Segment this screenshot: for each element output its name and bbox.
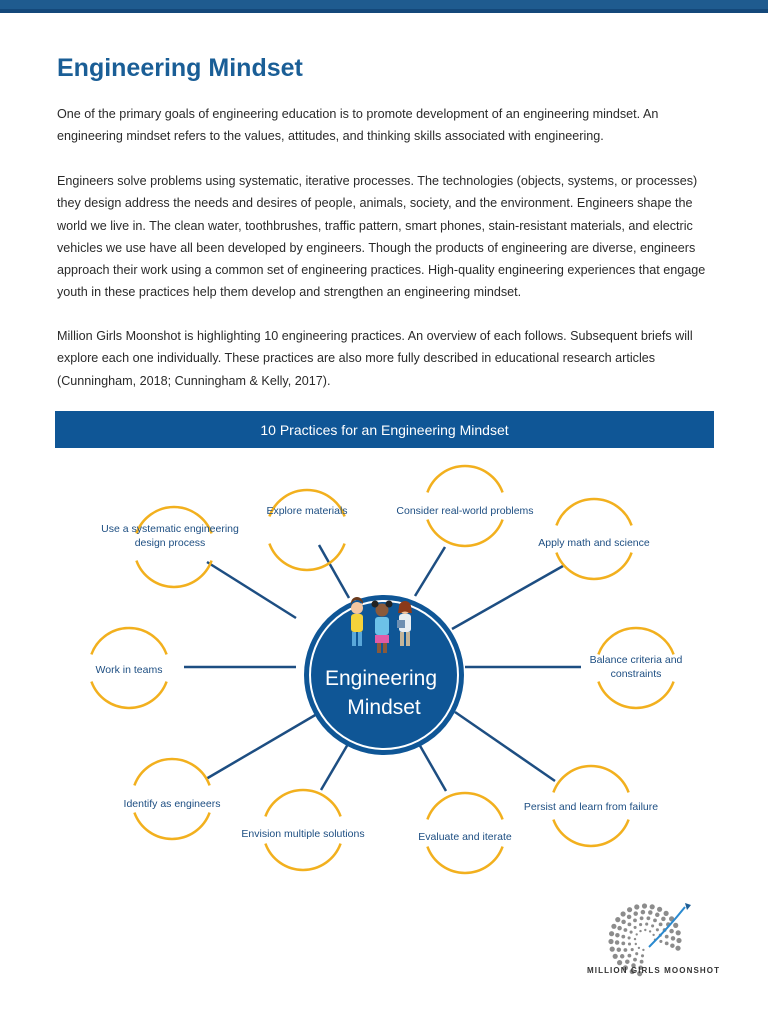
logo-dot — [651, 924, 654, 927]
practice-label — [101, 523, 239, 549]
logo-dot — [628, 936, 631, 939]
logo-dot — [641, 910, 646, 915]
engineers-paragraph: Engineers solve problems using systematic, iterative processes. The technologies (objects, systems, or processes) they design address the needs and desires of people, animals, society, and the environment. Engineers shape the world we live in. The clean water, toothbrushes, traffic pattern, smart phones, stain-resistant materials, and electric vehicles we use have all been developed by engineers. Though the products of engineering are diverse, engineers approach their work using a common set of engineering practices. High-quality engineering experiences that engage youth in these practices help them develop and strengthen an engineering mindset. — [57, 174, 706, 300]
logo-dot — [642, 903, 647, 908]
logo-dot — [630, 931, 633, 934]
center-hub — [304, 595, 464, 755]
practice-label-line: Use a systematic engineering — [101, 523, 239, 535]
logo-dot — [661, 917, 666, 922]
logo-dot — [636, 933, 638, 935]
ring-arc-top — [427, 466, 502, 492]
ring-arc-top — [265, 790, 340, 816]
practice-label — [590, 654, 683, 680]
logo-dot — [615, 940, 620, 945]
practices-banner: 10 Practices for an Engineering Mindset — [55, 411, 714, 448]
page-title: Engineering Mindset — [57, 54, 303, 82]
logo-dot — [634, 904, 639, 909]
connector-line — [452, 566, 563, 629]
logo-dot — [642, 949, 644, 951]
logo-dot — [627, 907, 632, 912]
logo-dot — [624, 928, 628, 932]
logo-dot — [633, 911, 638, 916]
practice-label — [396, 505, 533, 517]
connector-line — [319, 545, 349, 598]
logo-dot — [628, 942, 631, 945]
practice-label — [418, 831, 512, 843]
logo-dot — [621, 942, 625, 946]
practice-label-line: Apply math and science — [538, 537, 650, 549]
logo-dot — [645, 923, 648, 926]
logo-dot — [659, 940, 662, 943]
connector-line — [455, 712, 555, 781]
top-accent-stripe — [0, 9, 768, 13]
practice-label-line: Work in teams — [95, 664, 163, 676]
practice-label — [538, 537, 650, 549]
logo-dot — [621, 935, 625, 939]
logo-dot — [664, 911, 669, 916]
logo-dot — [617, 926, 622, 931]
logo-dot — [625, 959, 630, 964]
connector-line — [206, 714, 317, 779]
logo-dot — [611, 924, 616, 929]
practice-label-line: Identify as engineers — [123, 798, 221, 810]
logo-dot — [671, 936, 676, 941]
ring-arc-top — [427, 793, 502, 819]
ring-arc-bottom — [427, 847, 502, 873]
connector-line — [419, 744, 446, 791]
moonshot-paragraph: Million Girls Moonshot is highlighting 10 engineering practices. An overview of each follows. Subsequent briefs will explore each one individually. These practices are also more fully described in educational research articles (Cunningham, 2018; Cunningham & Kelly, 2017). — [57, 329, 693, 388]
intro-paragraph: One of the primary goals of engineering education is to promote development of an engineering mindset. An engineering mindset refers to the values, attitudes, and thinking skills associated with engineering. — [57, 107, 659, 144]
logo-dot — [631, 948, 634, 951]
ring-arc-bottom — [134, 813, 209, 839]
ring-arc-bottom — [91, 682, 166, 708]
logo-dot — [617, 947, 622, 952]
connector-line — [415, 547, 445, 596]
ring-arc-top — [598, 628, 673, 654]
practice-label-line: Persist and learn from failure — [523, 801, 659, 813]
logo-dot — [648, 910, 653, 915]
logo-dot — [615, 917, 620, 922]
logo-dot — [624, 948, 628, 952]
logo-dot — [638, 947, 640, 949]
practice-label — [266, 505, 347, 517]
logo-dot — [640, 960, 644, 964]
top-accent-bar — [0, 0, 768, 13]
ring-arc-bottom — [556, 553, 631, 579]
logo-dot — [639, 923, 642, 926]
logo-dot — [644, 929, 646, 931]
logo-dot — [655, 913, 660, 918]
ring-arc-bottom — [553, 820, 628, 846]
logo-dot — [650, 904, 655, 909]
connector-line — [207, 562, 296, 618]
logo-dot — [633, 919, 637, 923]
practice-label — [124, 798, 221, 810]
practice-label — [96, 664, 163, 676]
logo-dot — [665, 935, 669, 939]
practice-label-line: design process — [134, 537, 206, 549]
logo-dot — [634, 926, 637, 929]
logo-dot — [609, 931, 614, 936]
logo-dot — [621, 911, 626, 916]
logo-dot — [676, 930, 681, 935]
logo-dot — [673, 923, 678, 928]
logo-dot — [676, 938, 681, 943]
logo-dot — [675, 946, 680, 951]
practice-label — [241, 828, 364, 840]
logo-dot — [657, 907, 662, 912]
logo-dot — [617, 960, 622, 965]
logo-dot — [669, 929, 674, 934]
logo-dot — [653, 919, 657, 923]
logo-wordmark: MILLION GIRLS MOONSHOT — [587, 966, 721, 975]
logo-dot — [615, 933, 620, 938]
practice-label-line: Envision multiple solutions — [241, 828, 365, 840]
ring-arc-bottom — [427, 520, 502, 546]
logo-dot — [610, 947, 615, 952]
ring-arc-bottom — [136, 561, 211, 587]
logo-dot — [633, 958, 637, 962]
logo-dot — [635, 943, 637, 945]
logo-dot — [635, 952, 638, 955]
ring-arc-top — [553, 766, 628, 792]
logo-dot — [608, 939, 613, 944]
logo-dot — [647, 916, 651, 920]
ring-arc-bottom — [598, 682, 673, 708]
logo-dot — [634, 938, 636, 940]
practice-label-line: Evaluate and iterate — [418, 831, 512, 843]
center-title-line1: Engineering — [324, 667, 438, 690]
logo-dot — [628, 954, 632, 958]
logo-dot — [656, 928, 659, 931]
logo-dot — [620, 954, 625, 959]
ring-arc-top — [134, 759, 209, 785]
center-title-line2: Mindset — [347, 696, 421, 719]
practice-label-line: Explore materials — [266, 505, 348, 517]
ring-arc-top — [91, 628, 166, 654]
logo-dot — [665, 942, 669, 946]
practice-label — [524, 801, 658, 813]
logo-dot — [640, 916, 644, 920]
logo-dot — [613, 954, 618, 959]
logo-dot — [639, 930, 641, 932]
logo-dot — [652, 934, 654, 936]
practice-label-line: constraints — [610, 668, 662, 680]
connector-line — [321, 744, 348, 790]
logo-dot — [670, 943, 675, 948]
logo-dot — [641, 954, 644, 957]
practice-label-line: Consider real-world problems — [396, 505, 534, 517]
ring-arc-bottom — [265, 844, 340, 870]
ring-arc-bottom — [269, 544, 344, 570]
logo-dot — [621, 920, 626, 925]
logo-dot — [627, 915, 632, 920]
ring-arc-top — [556, 499, 631, 525]
logo-dot — [628, 923, 632, 927]
practice-label-line: Balance criteria and — [589, 654, 683, 666]
logo-dot — [659, 923, 663, 927]
logo-dot — [649, 930, 651, 932]
practices-diagram — [0, 450, 768, 890]
